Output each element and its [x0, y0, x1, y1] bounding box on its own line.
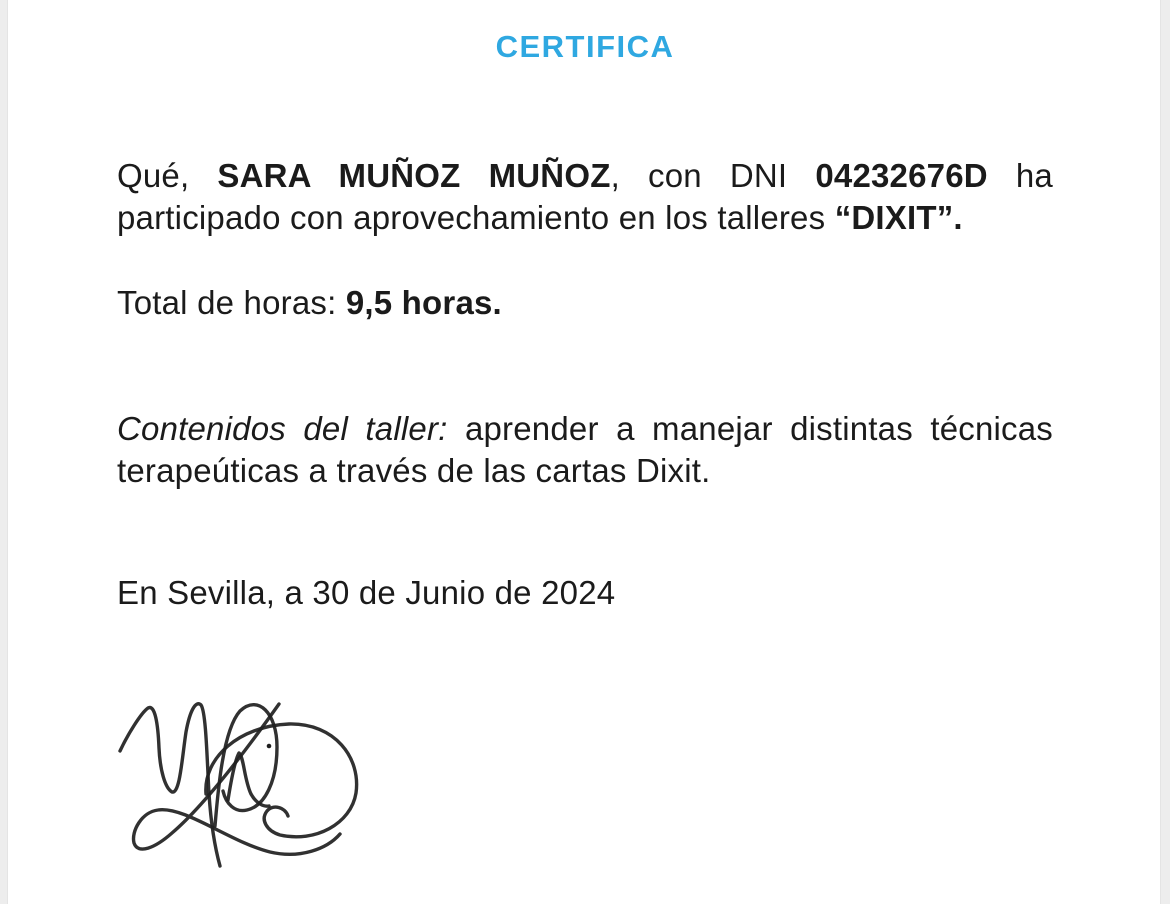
page-edge-left	[0, 0, 8, 904]
certify-statement-line-1	[117, 155, 1053, 197]
text-run: Qué,	[117, 157, 218, 194]
text-run: Contenidos del taller:	[117, 410, 448, 447]
certify-statement-paragraph	[117, 155, 1053, 239]
text-run: SARA MUÑOZ MUÑOZ	[217, 157, 611, 194]
place-date-paragraph	[117, 572, 1053, 614]
total-hours-line	[117, 282, 1053, 324]
text-run: aprender a manejar distintas técnicas	[447, 410, 1054, 447]
total-hours-paragraph	[117, 282, 1053, 324]
text-run: ha	[987, 157, 1053, 194]
workshop-contents-line-2	[117, 450, 1053, 492]
text-run: 9,5 horas.	[345, 284, 502, 321]
workshop-contents-paragraph	[117, 408, 1053, 492]
text-run: terapeúticas a través de las cartas Dixit.	[117, 452, 711, 489]
certificate-title: CERTIFICA	[495, 29, 675, 64]
text-run: participado con aprovechamiento en los talleres	[117, 199, 835, 236]
text-run: 04232676D	[815, 157, 988, 194]
place-date-line: En Sevilla, a 30 de Junio de 2024	[117, 574, 616, 611]
text-run: “DIXIT”.	[834, 199, 963, 236]
text-run: Total de horas:	[117, 284, 346, 321]
certify-statement-line-2	[117, 197, 1053, 239]
signature-ink-dot	[267, 744, 272, 749]
page-edge-right	[1160, 0, 1170, 904]
workshop-contents-line-1	[117, 408, 1053, 450]
handwritten-signature	[108, 696, 368, 871]
text-run: , con DNI	[610, 157, 816, 194]
